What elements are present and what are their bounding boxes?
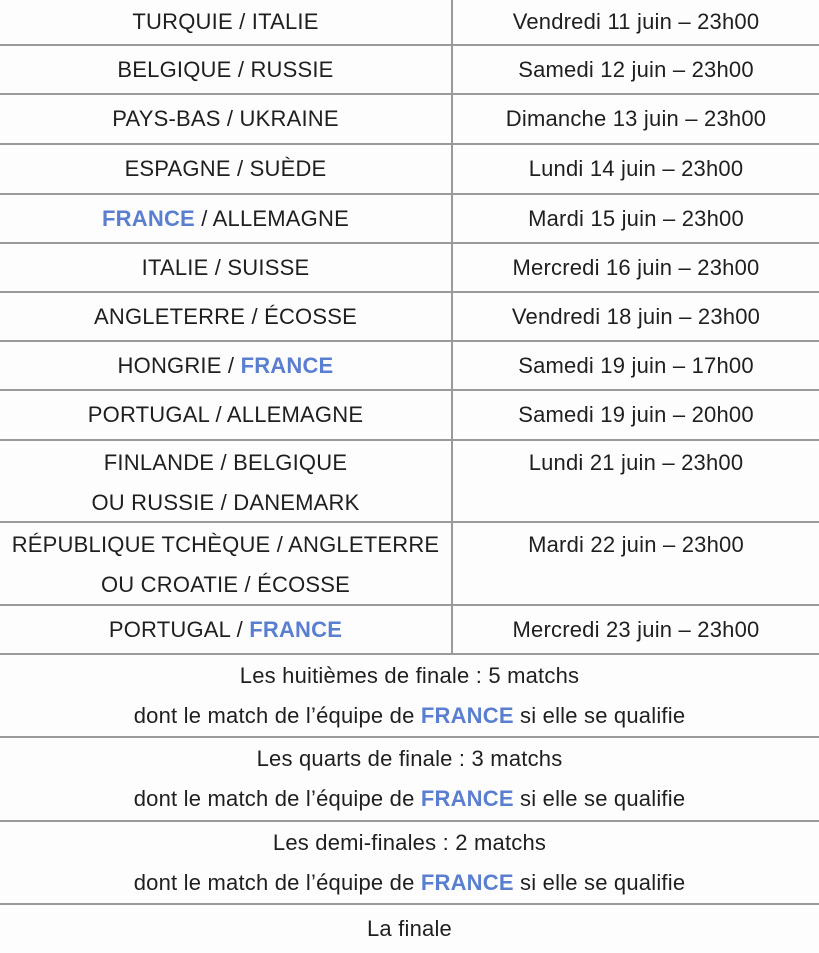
date-cell xyxy=(453,523,819,604)
highlight-team: FRANCE xyxy=(420,869,514,895)
teams-cell xyxy=(0,46,453,93)
text-segment: OU RUSSIE / DANEMARK xyxy=(91,490,360,515)
teams-line xyxy=(118,346,334,386)
text-segment: si elle se qualifie xyxy=(513,869,686,895)
text-segment: / ALLEMAGNE xyxy=(194,205,349,231)
text-segment: PORTUGAL / xyxy=(108,616,250,642)
round-row xyxy=(0,738,819,822)
highlight-team: FRANCE xyxy=(102,205,195,231)
teams-line xyxy=(142,248,310,288)
match-date: Lundi 14 juin – 23h00 xyxy=(528,156,744,181)
match-date: Samedi 19 juin – 20h00 xyxy=(518,402,754,427)
text-segment: RÉPUBLIQUE TCHÈQUE / ANGLETERRE xyxy=(11,532,440,557)
highlight-team: FRANCE xyxy=(240,352,334,378)
match-date: Vendredi 18 juin – 23h00 xyxy=(511,303,761,329)
text-segment: FINLANDE / BELGIQUE xyxy=(103,450,348,475)
round-title: Les huitièmes de finale : 5 matchs xyxy=(239,662,580,688)
highlight-team: FRANCE xyxy=(420,702,514,728)
date-cell xyxy=(453,441,819,521)
round-cell xyxy=(0,822,819,903)
teams-cell xyxy=(0,391,453,439)
teams-line xyxy=(94,297,357,337)
text-segment: OU CROATIE / ÉCOSSE xyxy=(100,572,351,597)
match-row xyxy=(0,391,819,441)
date-cell xyxy=(453,145,819,193)
match-row xyxy=(0,441,819,523)
match-row xyxy=(0,195,819,244)
teams-cell xyxy=(0,441,453,521)
teams-line xyxy=(112,99,339,139)
teams-line xyxy=(132,2,318,42)
teams-cell xyxy=(0,95,453,143)
teams-cell xyxy=(0,244,453,291)
match-date: Mardi 22 juin – 23h00 xyxy=(528,532,744,557)
match-date: Mercredi 23 juin – 23h00 xyxy=(512,616,760,642)
match-date: Dimanche 13 juin – 23h00 xyxy=(505,106,767,131)
text-segment: PAYS-BAS / UKRAINE xyxy=(112,106,339,131)
date-cell xyxy=(453,95,819,143)
match-date: Mercredi 16 juin – 23h00 xyxy=(512,254,760,280)
round-cell xyxy=(0,905,819,953)
text-segment: BELGIQUE / RUSSIE xyxy=(117,56,334,82)
date-cell xyxy=(453,244,819,291)
round-note xyxy=(134,863,686,903)
text-segment: HONGRIE / xyxy=(117,352,241,378)
teams-line xyxy=(88,395,363,435)
teams-cell xyxy=(0,523,453,604)
highlight-team: FRANCE xyxy=(249,616,343,642)
text-segment: dont le match de l’équipe de xyxy=(133,702,421,728)
round-title: La finale xyxy=(367,916,452,941)
date-cell xyxy=(453,293,819,340)
round-row xyxy=(0,905,819,953)
teams-line xyxy=(109,610,342,650)
match-row xyxy=(0,0,819,46)
round-row xyxy=(0,822,819,905)
date-cell xyxy=(453,195,819,242)
teams-line xyxy=(104,443,347,483)
text-segment: si elle se qualifie xyxy=(513,786,686,811)
round-row xyxy=(0,655,819,738)
teams-cell xyxy=(0,145,453,193)
match-row xyxy=(0,244,819,293)
match-row xyxy=(0,606,819,655)
round-title: Les quarts de finale : 3 matchs xyxy=(256,746,563,771)
teams-cell xyxy=(0,0,453,44)
match-date: Lundi 21 juin – 23h00 xyxy=(528,450,744,475)
date-cell xyxy=(453,46,819,93)
date-cell xyxy=(453,0,819,44)
text-segment: si elle se qualifie xyxy=(513,702,686,728)
match-date: Vendredi 11 juin – 23h00 xyxy=(512,9,760,34)
round-cell xyxy=(0,738,819,820)
teams-line xyxy=(12,525,440,565)
match-row xyxy=(0,342,819,391)
teams-line xyxy=(102,199,349,239)
match-row xyxy=(0,293,819,342)
text-segment: ANGLETERRE / ÉCOSSE xyxy=(94,303,357,329)
teams-cell xyxy=(0,606,453,653)
teams-cell xyxy=(0,293,453,340)
match-row xyxy=(0,145,819,195)
match-date: Samedi 12 juin – 23h00 xyxy=(518,56,754,82)
teams-line xyxy=(125,149,327,189)
date-cell xyxy=(453,342,819,389)
teams-line xyxy=(91,483,359,523)
text-segment: ESPAGNE / SUÈDE xyxy=(124,156,327,181)
text-segment: dont le match de l’équipe de xyxy=(133,869,421,895)
teams-cell xyxy=(0,195,453,242)
match-date: Mardi 15 juin – 23h00 xyxy=(528,205,744,231)
round-note xyxy=(134,779,686,819)
teams-line xyxy=(117,50,333,90)
teams-cell xyxy=(0,342,453,389)
match-row xyxy=(0,523,819,606)
match-row xyxy=(0,95,819,145)
text-segment: ITALIE / SUISSE xyxy=(141,254,310,280)
round-note xyxy=(134,696,686,736)
date-cell xyxy=(453,391,819,439)
text-segment: TURQUIE / ITALIE xyxy=(132,9,319,34)
highlight-team: FRANCE xyxy=(420,786,514,811)
round-title: Les demi-finales : 2 matchs xyxy=(272,829,547,855)
teams-line xyxy=(101,565,350,605)
text-segment: dont le match de l’équipe de xyxy=(133,786,421,811)
date-cell xyxy=(453,606,819,653)
match-row xyxy=(0,46,819,95)
text-segment: PORTUGAL / ALLEMAGNE xyxy=(87,402,364,427)
round-cell xyxy=(0,655,819,736)
match-date: Samedi 19 juin – 17h00 xyxy=(518,352,754,378)
